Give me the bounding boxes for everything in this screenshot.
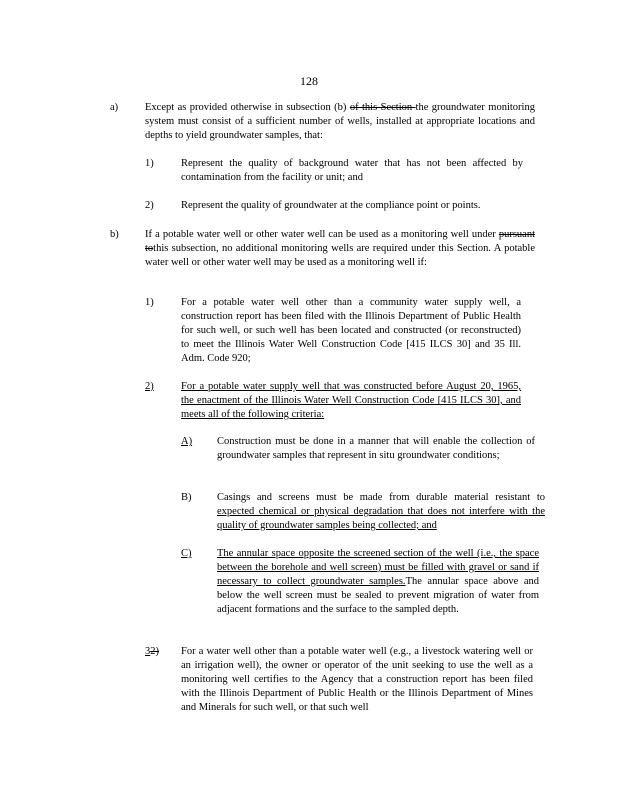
item-a2-text: Represent the quality of groundwater at the compliance point or points. xyxy=(181,200,481,211)
item-b3-text: For a water well other than a potable water well (e.g., a livestock watering well or an irrigation well), the owner or operator of the unit seeking to use the well as a monitoring well certifies to the Agency that a construction report has been filed with the Illinois Department of Public Health or the Illinois Department of Mines and Minerals for such well, or that such well xyxy=(181,646,533,713)
criterion-B-text-added: expected chemical or physical degradation that does not interfere with the quality of groundwater samples being collected; and xyxy=(217,506,545,531)
subsection-b-label: b) xyxy=(110,229,119,240)
item-b1-text: For a potable water well other than a community water supply well, a construction report has been filed with the Illinois Department of Public Health for such well, or such well has been located and constructed (or reconstructed) to meet the Illinois Water Well Construction Code [415 ILCS 30] and 35 Ill. Adm. Code 920; xyxy=(181,297,521,364)
criterion-B-text-plain: Casings and screens must be made from durable material resistant to xyxy=(217,492,545,503)
item-b3-label-old: 2) xyxy=(150,646,159,657)
criterion-C-text-plain: The annular space above and below the well screen must be sealed to prevent migration of water from adjacent formations and the surface to the sampled depth. xyxy=(217,576,539,615)
subsection-b-text-part1: If a potable water well or other water well can be used as a monitoring well under xyxy=(145,229,499,240)
item-a2-label: 2) xyxy=(145,200,154,211)
criterion-A-text: Construction must be done in a manner that will enable the collection of groundwater samples that represent in situ groundwater conditions; xyxy=(217,436,535,461)
criterion-A-label: A) xyxy=(181,436,193,447)
item-b2-label: 2) xyxy=(145,381,154,392)
criterion-C-label: C) xyxy=(181,548,192,559)
criterion-C-text-added: The annular space opposite the screened section of the well (i.e., the space between the borehole and well screen) must be filled with gravel or sand if necessary to collect groundwater samples. xyxy=(217,548,539,587)
subsection-a-label: a) xyxy=(110,102,119,113)
subsection-b-text xyxy=(145,228,535,270)
subsection-a-text-part2: the groundwater monitoring system must consist of a sufficient number of wells, installed at appropriate locations and depths to yield groundwater samples, that: xyxy=(145,102,535,141)
criterion-C-text xyxy=(217,547,539,617)
item-a1-label: 1) xyxy=(145,158,154,169)
item-a1-text: Represent the quality of background water that has not been affected by contamination from the facility or unit; and xyxy=(181,158,523,183)
subsection-b-deleted-text: pursuant to xyxy=(145,229,535,254)
item-b2-text: For a potable water supply well that was constructed before August 20, 1965, the enactment of the Illinois Water Well Construction Code [415 ILCS 30], and meets all of the following criteria: xyxy=(181,381,521,420)
subsection-a-deleted-text: of this Section xyxy=(349,102,416,113)
item-b1-label: 1) xyxy=(145,297,154,308)
subsection-a-text-part1: Except as provided otherwise in subsection (b) xyxy=(145,102,350,113)
criterion-B-text xyxy=(217,491,545,533)
subsection-a-text xyxy=(145,101,535,143)
item-b3-label-new: 3 xyxy=(145,646,151,657)
criterion-B-label: B) xyxy=(181,492,192,503)
page-number: 128 xyxy=(300,74,318,88)
item-b3-label xyxy=(145,645,159,659)
subsection-b-text-part2: this subsection, no additional monitoring wells are required under this Section. A potable water well or other water well may be used as a monitoring well if: xyxy=(145,243,535,268)
